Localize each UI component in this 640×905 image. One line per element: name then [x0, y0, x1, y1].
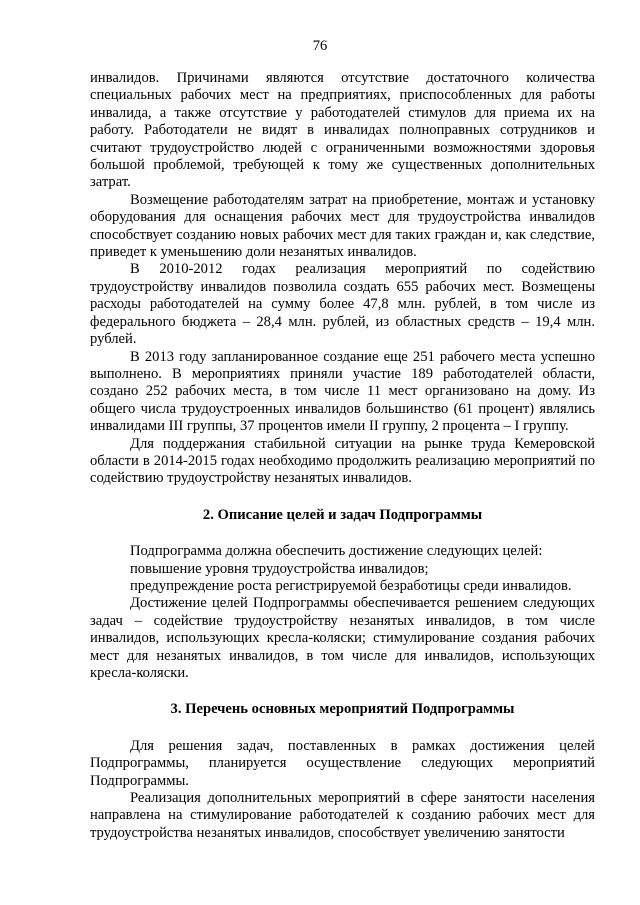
paragraph: Подпрограмма должна обеспечить достижение следующих целей:	[130, 543, 543, 560]
body-text	[90, 70, 595, 842]
paragraph: предупреждение роста регистрируемой безработицы среди инвалидов.	[130, 577, 572, 594]
paragraph: Возмещение работодателям затрат на приобретение, монтаж и установку оборудования для оснащения рабочих мест для трудоустройства инвалидов способствует созданию новых рабочих мест для таких граждан и, как следствие, приведет к уменьшению доли незанятых инвалидов.	[90, 191, 595, 261]
section-heading: 3. Перечень основных мероприятий Подпрограммы	[170, 701, 515, 718]
paragraph: В 2010-2012 годах реализация мероприятий по содействию трудоустройству инвалидов позволила создать 655 рабочих мест. Возмещены расходы работодателей на сумму более 47,8 млн. рублей, в том числе из федерального бюджета – 28,4 млн. рублей, из областных средств – 19,4 млн. рублей.	[90, 261, 595, 348]
paragraph: Для поддержания стабильной ситуации на рынке труда Кемеровской области в 2014-2015 годах необходимо продолжить реализацию мероприятий по содействию трудоустройству незанятых инвалидов.	[90, 435, 595, 487]
page-number: 76	[312, 38, 328, 54]
paragraph: Реализация дополнительных мероприятий в сфере занятости населения направлена на стимулирование работодателей к созданию рабочих мест для трудоустройства незанятых инвалидов, способствует увеличению занятости	[90, 790, 595, 841]
paragraph: В 2013 году запланированное создание еще 251 рабочего места успешно выполнено. В мероприятиях приняли участие 189 работодателей области, создано 252 рабочих места, в том числе 11 мест организовано на дому. Из общего числа трудоустроенных инвалидов большинство (61 процент) являлись инвалидами III группы, 37 процентов имели II группу, 2 процента – I группу.	[90, 348, 595, 435]
section-heading: 2. Описание целей и задач Подпрограммы	[202, 506, 483, 523]
paragraph: повышение уровня трудоустройства инвалидов;	[130, 560, 429, 577]
paragraph: инвалидов. Причинами являются отсутствие достаточного количества специальных рабочих мест на предприятиях, приспособленных для работы инвалида, а также отсутствие у работодателей стимулов для приема их на работу. Работодатели не видят в инвалидах полноправных сотрудников и считают трудоустройство людей с ограниченными возможностями здоровья большой проблемой, требующей к тому же существенных дополнительных затрат.	[90, 70, 595, 191]
paragraph: Достижение целей Подпрограммы обеспечивается решением следующих задач – содействие трудоустройству незанятых инвалидов, в том числе инвалидов, использующих кресла-коляски; стимулирование создания рабочих мест для незанятых инвалидов, в том числе для инвалидов, использующих кресла-коляски.	[90, 595, 595, 681]
paragraph: Для решения задач, поставленных в рамках достижения целей Подпрограммы, планируется осуществление следующих мероприятий Подпрограммы.	[90, 737, 595, 789]
